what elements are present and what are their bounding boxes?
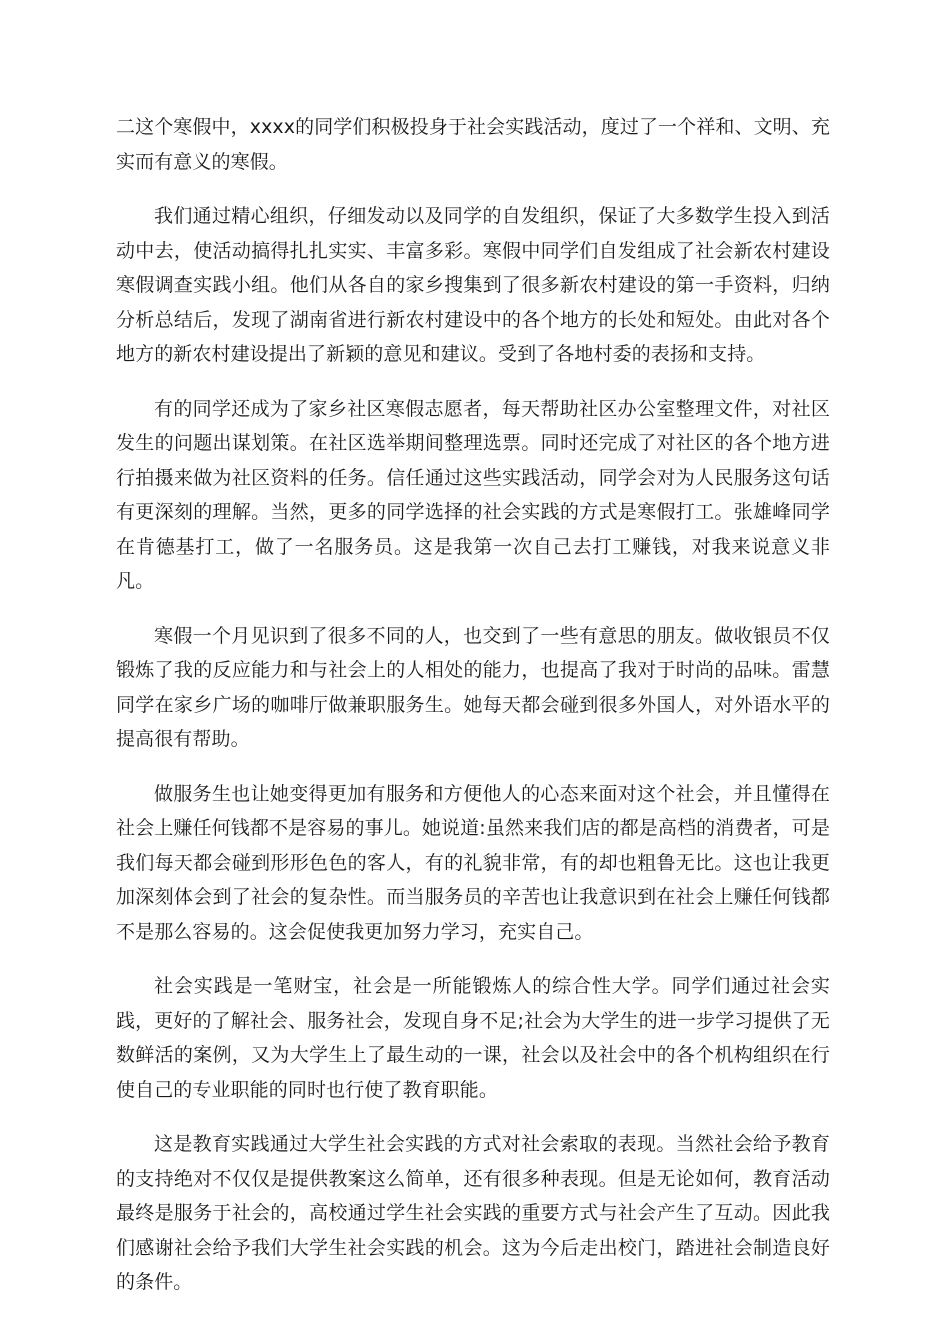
paragraph-2: 我们通过精心组织，仔细发动以及同学的自发组织，保证了大多数学生投入到活动中去，使活动搞得扎扎实实、丰富多彩。寒假中同学们自发组成了社会新农村建设寒假调查实践小组。他们从各自的家乡搜集到了很多新农村建设的第一手资料，归纳分析总结后，发现了湖南省进行新农村建设中的各个地方的长处和短处。由此对各个地方的新农村建设提出了新颖的意见和建议。受到了各地村委的表扬和支持。 — [116, 205, 830, 365]
paragraph-6: 社会实践是一笔财宝，社会是一所能锻炼人的综合性大学。同学们通过社会实践，更好的了解社会、服务社会，发现自身不足;社会为大学生的进一步学习提供了无数鲜活的案例，又为大学生上了最生动的一课，社会以及社会中的各个机构组织在行使自己的专业职能的同时也行使了教育职能。 — [116, 975, 830, 1101]
paragraph-7: 这是教育实践通过大学生社会实践的方式对社会索取的表现。当然社会给予教育的支持绝对不仅仅是提供教案这么简单，还有很多种表现。但是无论如何，教育活动最终是服务于社会的，高校通过学生社会实践的重要方式与社会产生了互动。因此我们感谢社会给予我们大学生社会实践的机会。这为今后走出校门，踏进社会制造良好的条件。 — [116, 1133, 830, 1293]
paragraph-1: 二这个寒假中，xxxx的同学们积极投身于社会实践活动，度过了一个祥和、文明、充实而有意义的寒假。 — [116, 116, 830, 173]
paragraph-5: 做服务生也让她变得更加有服务和方便他人的心态来面对这个社会，并且懂得在社会上赚任何钱都不是容易的事儿。她说道:虽然来我们店的都是高档的消费者，可是我们每天都会碰到形形色色的客人，有的礼貌非常，有的却也粗鲁无比。这也让我更加深刻体会到了社会的复杂性。而当服务员的辛苦也让我意识到在社会上赚任何钱都不是那么容易的。这会促使我更加努力学习，充实自己。 — [116, 782, 830, 943]
document-page — [116, 110, 830, 1320]
paragraph-4: 寒假一个月见识到了很多不同的人，也交到了一些有意思的朋友。做收银员不仅锻炼了我的反应能力和与社会上的人相处的能力，也提高了我对于时尚的品味。雷慧同学在家乡广场的咖啡厅做兼职服务生。她每天都会碰到很多外国人，对外语水平的提高很有帮助。 — [116, 624, 830, 750]
paragraph-3: 有的同学还成为了家乡社区寒假志愿者，每天帮助社区办公室整理文件，对社区发生的问题出谋划策。在社区选举期间整理选票。同时还完成了对社区的各个地方进行拍摄来做为社区资料的任务。信任通过这些实践活动，同学会对为人民服务这句话有更深刻的理解。当然，更多的同学选择的社会实践的方式是寒假打工。张雄峰同学在肯德基打工，做了一名服务员。这是我第一次自己去打工赚钱，对我来说意义非凡。 — [116, 397, 830, 592]
